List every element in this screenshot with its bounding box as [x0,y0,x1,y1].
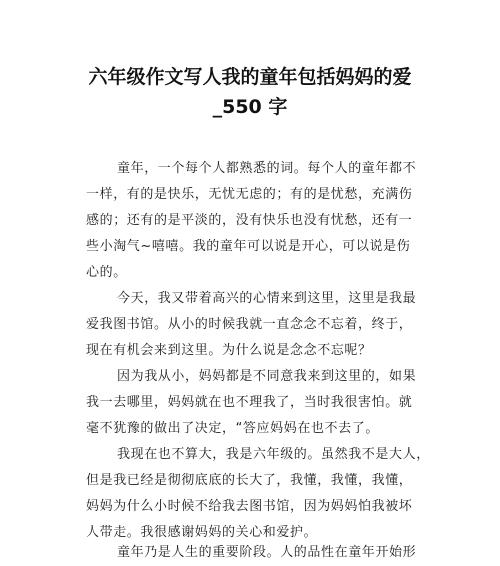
paragraph-4-line-3: 妈妈为什么小时候不给我去图书馆，因为妈妈怕我被坏 [86,499,413,514]
paragraph-2-line-2: 爱我图书馆。从小的时候我就一直念念不忘着，终于， [86,317,413,332]
paragraph-2-line-3: 现在有机会来到这里。为什么说是念念不忘呢？ [86,343,372,358]
paragraph-1-line-3: 感的；还有的是平淡的，没有快乐也没有忧愁，还有一 [86,213,413,228]
paragraph-1-line-5: 心的。 [86,265,127,280]
document-title-line-1: 六年级作文写人我的童年包括妈妈的爱 [88,66,412,88]
paragraph-3-line-1: 因为我从小，妈妈都是不同意我来到这里的，如果 [117,369,417,384]
document-title-line-2: _550 字 [212,96,288,118]
paragraph-4-line-4: 人带走。我很感谢妈妈的关心和爱护。 [86,525,318,540]
paragraph-1-line-2: 一样，有的是快乐，无忧无虑的；有的是忧愁，充满伤 [86,187,413,202]
paragraph-2-line-1: 今天，我又带着高兴的心情来到这里，这里是我最 [117,291,417,306]
paragraph-3-line-2: 我一去哪里，妈妈就在也不理我了，当时我很害怕。就 [86,395,413,410]
paragraph-5-line-1: 童年乃是人生的重要阶段。人的品性在童年开始形 [117,545,417,560]
paragraph-1-line-4: 些小淘气~嘻嘻。我的童年可以说是开心，可以说是伤 [86,239,411,254]
paragraph-4-line-1: 我现在也不算大，我是六年级的。虽然我不是大人， [117,447,430,462]
paragraph-3-line-3: 毫不犹豫的做出了决定，“答应妈妈在也不去了。 [86,421,379,436]
paragraph-1-line-1: 童年，一个每个人都熟悉的词。每个人的童年都不 [117,161,417,176]
paragraph-4-line-2: 但是我已经是彻彻底底的长大了，我懂，我懂，我懂， [86,473,413,488]
